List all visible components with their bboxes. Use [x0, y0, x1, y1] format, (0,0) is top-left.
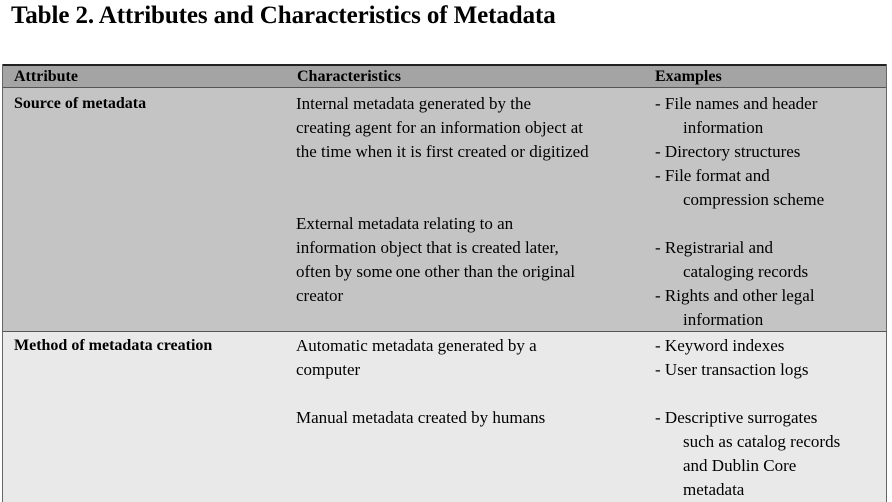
header-characteristics: Characteristics [297, 68, 401, 85]
table-title: Table 2. Attributes and Characteristics of Metadata [11, 2, 556, 29]
list-item: - File names and header information [655, 94, 818, 137]
row-method-examples-manual [655, 406, 840, 502]
list-item: - Rights and other legal information [655, 286, 815, 329]
table-border-right [886, 64, 887, 502]
row-source-examples-internal [655, 92, 824, 212]
table-border-left [2, 64, 3, 502]
row-source-char-external: External metadata relating to an information object that is created later, often by some one other than the original creator [296, 214, 576, 305]
table-header-row [2, 64, 887, 88]
row-source-attribute: Source of metadata [14, 95, 147, 112]
row-method-examples-automatic [655, 334, 808, 382]
row-source-examples-external [655, 236, 815, 332]
header-examples: Examples [655, 68, 722, 85]
row-source-char-internal: Internal metadata generated by the creating agent for an information object at the time when it is first created or digitized [296, 94, 589, 161]
row-method-char-automatic: Automatic metadata generated by a computer [296, 336, 537, 379]
row-method-attribute: Method of metadata creation [14, 337, 213, 354]
metadata-table [2, 64, 887, 502]
row-method-char-manual: Manual metadata created by humans [296, 408, 546, 427]
list-item: - Descriptive surrogates such as catalog records and Dublin Core metadata [655, 408, 841, 499]
header-attribute: Attribute [14, 68, 78, 85]
list-item: - Registrarial and cataloging records [655, 238, 809, 281]
list-item: - Keyword indexes [655, 336, 785, 355]
list-item: - User transaction logs [655, 360, 809, 379]
list-item: - File format and compression scheme [655, 166, 825, 209]
list-item: - Directory structures [655, 142, 801, 161]
